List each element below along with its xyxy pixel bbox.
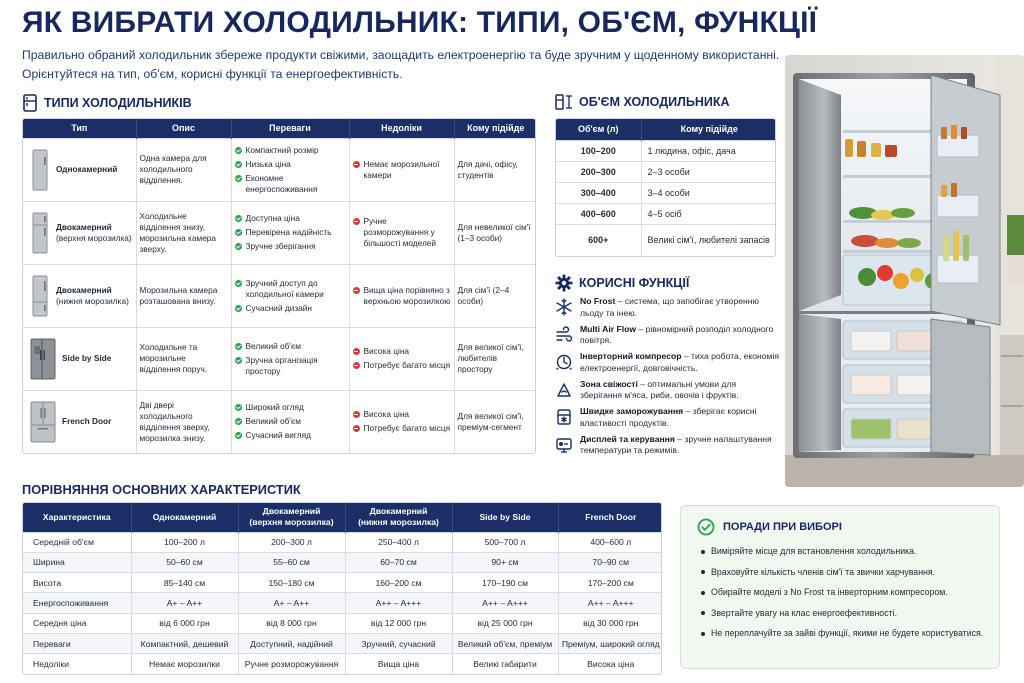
type-description: Дві двері холодильного відділення зверху, морозилка знизу.	[136, 390, 231, 453]
page-title: ЯК ВИБРАТИ ХОЛОДИЛЬНИК: ТИПИ, ОБ'ЄМ, ФУНКЦІЇ	[22, 6, 818, 39]
check-icon	[235, 229, 242, 236]
volume-audience: 4–5 осіб	[641, 203, 776, 224]
list-item-text: Ручне розморожування у більшості моделей	[363, 216, 437, 248]
volume-audience: 1 людина, офіс, дача	[641, 140, 776, 161]
tip-item: Обирайте моделі з No Frost та інверторним компресором.	[701, 587, 985, 598]
table-cell: Зручний, сучасний	[345, 633, 452, 653]
minus-icon	[353, 411, 360, 418]
table-cell: Вища ціна	[345, 654, 452, 674]
volume-audience: Великі сім'ї, любителі запасів	[641, 224, 776, 256]
snowflake-icon	[555, 298, 573, 316]
list-item-text: Сучасний дизайн	[245, 302, 312, 313]
feature-text	[580, 434, 780, 457]
feature-name: Зона свіжості	[580, 378, 638, 389]
types-table-header	[23, 119, 536, 138]
list-item-text: Економне енергоспоживання	[245, 172, 318, 194]
table-cell: 150–180 см	[238, 573, 345, 593]
list-item-text: Великий об'єм	[245, 416, 301, 427]
type-label	[56, 164, 117, 175]
row-label: Середня ціна	[23, 613, 131, 633]
feature-description: – зберігає корисні властивості продуктів.	[580, 406, 757, 428]
tip-item: Не переплачуйте за зайві функції, якими не будете користуватися.	[701, 628, 985, 639]
minus-icon	[353, 348, 360, 355]
table-row	[556, 182, 776, 203]
table-cell: A+ – A++	[131, 593, 238, 613]
feature-name: Multi Air Flow	[580, 323, 637, 334]
table-cell: Ручне розморожування	[238, 654, 345, 674]
tips-header	[697, 518, 985, 536]
row-label: Недоліки	[23, 654, 131, 674]
table-cell: 170–200 см	[558, 573, 662, 593]
table-cell: 160–200 см	[345, 573, 452, 593]
tip-item: Виміряйте місце для встановлення холодильника.	[701, 546, 985, 557]
table-row	[23, 327, 536, 390]
table-cell: 250–400 л	[345, 532, 452, 552]
volume-value: 300–400	[556, 182, 641, 203]
minus-icon	[353, 218, 360, 225]
table-row	[23, 552, 662, 572]
header-line: Однокамерний	[152, 511, 217, 522]
volume-value: 400–600	[556, 203, 641, 224]
list-item-text: Зручне зберігання	[245, 241, 316, 251]
feature-text	[580, 324, 780, 347]
list-item	[235, 278, 346, 300]
list-item-text: Сучасний вигляд	[245, 430, 311, 441]
table-cell: від 25 000 грн	[452, 613, 558, 633]
table-cell: 60–70 см	[345, 552, 452, 572]
features-section-label: КОРИСНІ ФУНКЦІЇ	[579, 276, 690, 290]
volume-table	[555, 118, 776, 257]
table-cell: A++ – A+++	[345, 593, 452, 613]
type-pros	[231, 201, 349, 264]
list-item	[235, 241, 346, 252]
feature-item	[555, 324, 780, 352]
comparison-col-header	[238, 503, 345, 532]
list-item	[235, 227, 346, 238]
table-row	[23, 264, 536, 327]
minus-icon	[353, 161, 360, 168]
check-icon	[235, 357, 242, 364]
type-pros	[231, 390, 349, 453]
table-cell: 70–90 см	[558, 552, 662, 572]
fridge-photo	[785, 55, 1024, 487]
type-description: Холодильне відділення знизу, морозильна камера зверху.	[136, 201, 231, 264]
check-icon	[235, 418, 242, 425]
type-cons	[349, 264, 454, 327]
tips-list	[695, 546, 985, 639]
list-item	[235, 303, 346, 314]
table-cell: від 12 000 грн	[345, 613, 452, 633]
table-cell: A+ – A++	[238, 593, 345, 613]
table-cell: від 30 000 грн	[558, 613, 662, 633]
fridge-icon	[22, 94, 38, 112]
freshness-icon	[555, 381, 573, 399]
type-audience: Для великої сім'ї, любителів простору	[454, 327, 536, 390]
types-col-header: Тип	[23, 119, 136, 138]
feature-name: Швидке заморожування	[580, 406, 684, 416]
feature-item	[555, 434, 780, 462]
minus-icon	[353, 287, 360, 294]
table-cell: 400–600 л	[558, 532, 662, 552]
type-pros	[231, 327, 349, 390]
list-item	[235, 173, 346, 195]
list-item-text: Зручний доступ до холодильної камери	[245, 277, 324, 299]
gear-icon	[555, 274, 573, 292]
header-line: Двокамерний	[262, 506, 321, 517]
volume-audience: 3–4 особи	[641, 182, 776, 203]
list-item-text: Перевірена надійність	[245, 227, 332, 237]
type-name: Двокамерний	[56, 221, 112, 232]
types-col-header: Переваги	[231, 119, 349, 138]
types-col-header: Опис	[136, 119, 231, 138]
features-list	[555, 296, 780, 461]
check-icon	[235, 161, 242, 168]
table-row	[23, 201, 536, 264]
table-cell: Компактний, дешевий	[131, 633, 238, 653]
list-item	[353, 423, 451, 434]
table-row	[556, 203, 776, 224]
volume-col-header: Кому підійде	[641, 119, 776, 140]
feature-item	[555, 406, 780, 434]
table-row	[23, 138, 536, 201]
volume-icon	[555, 94, 573, 110]
fridge-top-icon	[30, 212, 50, 254]
table-cell: 100–200 л	[131, 532, 238, 552]
type-cons	[349, 390, 454, 453]
tips-title: ПОРАДИ ПРИ ВИБОРІ	[723, 521, 842, 533]
type-description: Одна камера для холодильного відділення.	[136, 138, 231, 201]
list-item	[235, 402, 346, 413]
type-cell	[23, 201, 136, 264]
header-line: (нижня морозилка)	[358, 517, 439, 528]
check-circle-icon	[697, 518, 715, 536]
header-line: (верхня морозилка)	[249, 517, 334, 528]
type-cons	[349, 138, 454, 201]
table-cell: Немає морозилки	[131, 654, 238, 674]
table-row	[23, 573, 662, 593]
row-label: Ширина	[23, 552, 131, 572]
list-item-text: Великий об'єм	[245, 340, 301, 351]
intro-text: Правильно обраний холодильник збереже продукти свіжими, заощадить електроенергію та буде зручним у щоденному використанні. Орієнтуйтеся на тип, об'єм, корисні функції та енергоефективність.	[22, 48, 780, 81]
table-cell: A++ – A+++	[558, 593, 662, 613]
type-label	[56, 285, 129, 307]
display-icon	[555, 436, 573, 454]
comparison-section-title: ПОРІВНЯННЯ ОСНОВНИХ ХАРАКТЕРИСТИК	[22, 482, 301, 497]
header-line: Характеристика	[42, 511, 111, 522]
table-cell: 90+ см	[452, 552, 558, 572]
type-label	[62, 416, 111, 427]
type-description: Морозильна камера розташована внизу.	[136, 264, 231, 327]
feature-description: – тиха робота, економія електроенергії, довговічність.	[580, 351, 780, 373]
table-row	[23, 654, 662, 674]
comparison-col-header	[452, 503, 558, 532]
types-table	[22, 118, 536, 454]
list-item	[235, 159, 346, 170]
fridge-french-icon	[30, 401, 56, 443]
comparison-col-header	[23, 503, 131, 532]
check-icon	[235, 404, 242, 411]
table-cell: 50–60 см	[131, 552, 238, 572]
list-item-text: Компактний розмір	[245, 144, 319, 155]
volume-value: 200–300	[556, 161, 641, 182]
type-audience: Для невеликої сім'ї (1–3 особи)	[454, 201, 536, 264]
type-audience: Для великої сім'ї, преміум-сегмент	[454, 390, 536, 453]
comparison-col-header	[345, 503, 452, 532]
minus-icon	[353, 425, 360, 432]
list-item-text: Доступна ціна	[245, 213, 300, 223]
fridge-sbs-icon	[30, 338, 56, 380]
table-cell: від 6 000 грн	[131, 613, 238, 633]
feature-text	[580, 406, 780, 429]
table-cell: від 8 000 грн	[238, 613, 345, 633]
table-cell: 85–140 см	[131, 573, 238, 593]
fridge-bottom-icon	[30, 275, 50, 317]
list-item	[235, 416, 346, 427]
table-cell: 55–60 см	[238, 552, 345, 572]
check-icon	[235, 215, 242, 222]
type-name: Side by Side	[62, 353, 112, 363]
type-name: Двокамерний	[56, 284, 112, 295]
quick-freeze-icon	[555, 408, 573, 426]
table-row	[556, 161, 776, 182]
tip-item: Враховуйте кількість членів сім'ї та звички харчування.	[701, 567, 985, 578]
table-row	[556, 140, 776, 161]
type-name: French Door	[62, 416, 112, 427]
feature-description: – зручне налаштування температури та режимів.	[580, 433, 772, 455]
table-cell: 170–190 см	[452, 573, 558, 593]
type-pros	[231, 138, 349, 201]
volume-section-label: ОБ'ЄМ ХОЛОДИЛЬНИКА	[579, 95, 730, 109]
header-line: Двокамерний	[369, 506, 428, 517]
check-icon	[235, 305, 242, 312]
row-label: Енергоспоживання	[23, 593, 131, 613]
check-icon	[235, 432, 242, 439]
feature-description: – система, що запобігає утворенню льоду та інею.	[580, 296, 759, 318]
list-item	[353, 159, 451, 181]
table-cell: Великий об'єм, преміум	[452, 633, 558, 653]
feature-description: – рівномірний розподіл холодного повітря.	[580, 323, 774, 345]
list-item-text: Висока ціна	[363, 346, 410, 356]
types-col-header: Недоліки	[349, 119, 454, 138]
feature-text	[580, 351, 780, 374]
table-cell: Преміум, широкий огляд	[558, 633, 662, 653]
list-item	[235, 430, 346, 441]
volume-col-header: Об'єм (л)	[556, 119, 641, 140]
feature-item	[555, 379, 780, 407]
list-item	[353, 346, 451, 357]
table-cell: Висока ціна	[558, 654, 662, 674]
row-label: Середній об'єм	[23, 532, 131, 552]
list-item	[235, 341, 346, 352]
type-cell	[23, 264, 136, 327]
header-line: French Door	[585, 511, 637, 522]
list-item-text: Немає морозильної камери	[363, 158, 440, 180]
feature-text	[580, 296, 780, 319]
volume-value: 600+	[556, 224, 641, 256]
comparison-col-header	[131, 503, 238, 532]
type-cell	[23, 327, 136, 390]
check-icon	[235, 147, 242, 154]
list-item-text: Зручна організація простору	[245, 354, 318, 376]
volume-value: 100–200	[556, 140, 641, 161]
table-row	[23, 593, 662, 613]
check-icon	[235, 175, 242, 182]
check-icon	[235, 280, 242, 287]
type-subtitle: (нижня морозилка)	[56, 295, 129, 306]
volume-section-title	[555, 94, 730, 110]
types-section-title	[22, 94, 192, 112]
feature-name: No Frost	[580, 296, 616, 306]
table-cell: 500–700 л	[452, 532, 558, 552]
types-section-label: ТИПИ ХОЛОДИЛЬНИКІВ	[44, 96, 192, 110]
type-cell	[23, 390, 136, 453]
types-col-header: Кому підійде	[454, 119, 536, 138]
comparison-table	[22, 502, 662, 675]
list-item	[353, 409, 451, 420]
type-label	[62, 353, 111, 364]
check-icon	[235, 243, 242, 250]
fridge-single-icon	[30, 149, 50, 191]
tips-panel	[680, 505, 1000, 669]
list-item	[353, 216, 451, 249]
type-description: Холодильне та морозильне відділення поруч.	[136, 327, 231, 390]
feature-text	[580, 379, 780, 402]
table-cell: 200–300 л	[238, 532, 345, 552]
row-label: Висота	[23, 573, 131, 593]
table-row	[556, 224, 776, 256]
list-item	[353, 285, 451, 307]
type-subtitle: (верхня морозилка)	[56, 232, 132, 243]
list-item-text: Вища ціна порівняно з верхньою морозилкою	[363, 284, 451, 306]
feature-item	[555, 296, 780, 324]
table-cell: Доступний, надійний	[238, 633, 345, 653]
type-cons	[349, 201, 454, 264]
feature-name: Дисплей та керування	[580, 433, 675, 444]
type-cons	[349, 327, 454, 390]
feature-description: – оптимальні умови для зберігання м'яса, риби, овочів і фруктів.	[580, 378, 739, 400]
list-item	[235, 213, 346, 224]
check-icon	[235, 343, 242, 350]
table-cell: A++ – A+++	[452, 593, 558, 613]
table-row	[23, 390, 536, 453]
row-label: Переваги	[23, 633, 131, 653]
type-audience: Для дачі, офісу, студентів	[454, 138, 536, 201]
list-item-text: Висока ціна	[363, 409, 410, 420]
minus-icon	[353, 362, 360, 369]
list-item-text: Широкий огляд	[245, 402, 304, 413]
type-name: Однокамерний	[56, 164, 118, 174]
comparison-table-header	[23, 503, 662, 532]
type-pros	[231, 264, 349, 327]
list-item	[235, 145, 346, 156]
type-label	[56, 222, 132, 244]
feature-item	[555, 351, 780, 379]
list-item	[353, 360, 451, 371]
header-line: Side by Side	[479, 511, 531, 522]
airflow-icon	[555, 326, 573, 344]
type-cell	[23, 138, 136, 201]
feature-name: Інверторний компресор	[580, 351, 682, 361]
table-cell: Великі габарити	[452, 654, 558, 674]
compressor-icon	[555, 353, 573, 371]
table-row	[23, 613, 662, 633]
table-row	[23, 532, 662, 552]
list-item-text: Потребує багато місця	[363, 423, 451, 434]
features-section-title	[555, 274, 689, 292]
list-item	[235, 355, 346, 377]
tip-item: Звертайте увагу на клас енергоефективності.	[701, 608, 985, 619]
table-row	[23, 633, 662, 653]
volume-audience: 2–3 особи	[641, 161, 776, 182]
type-audience: Для сім'ї (2–4 особи)	[454, 264, 536, 327]
list-item-text: Низька ціна	[245, 158, 291, 169]
list-item-text: Потребує багато місця	[363, 360, 451, 370]
volume-table-header	[556, 119, 776, 140]
comparison-col-header	[558, 503, 662, 532]
